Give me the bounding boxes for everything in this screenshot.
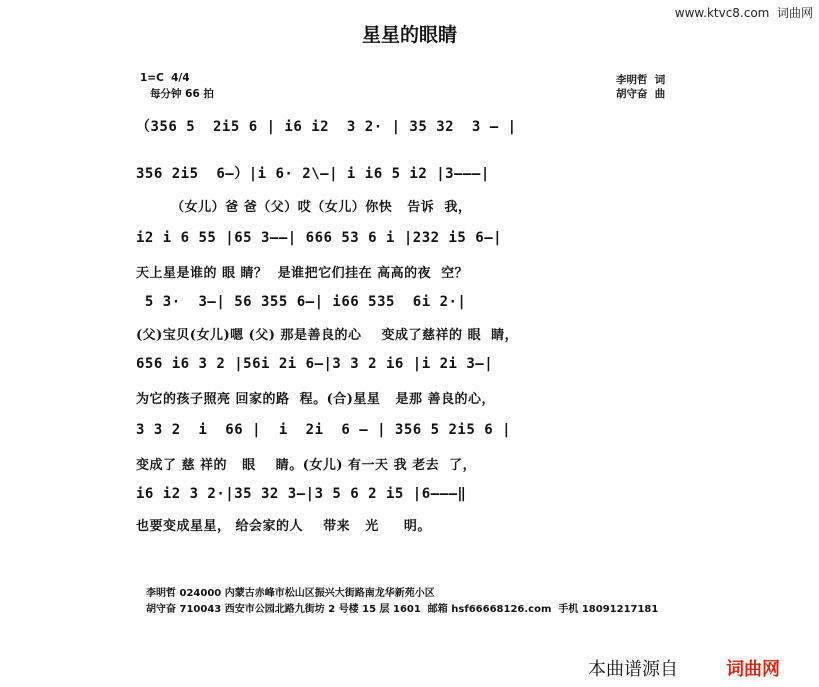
notation-row-3: i2 i 6 55 |65 3——| 666 53 6 i |232 i5 6—| xyxy=(136,230,503,246)
notation-row-1: （356 5 2i5 6 | i6 i2 3 2· | 35 32 3 — | xyxy=(136,119,517,135)
brand-logo-text: 词曲网 xyxy=(726,659,780,680)
notation-row-2: 356 2i5 6—）|i 6· 2\—| i i6 5 i2 |3———| xyxy=(136,166,490,182)
composer: 胡守奋 曲 xyxy=(616,88,666,100)
lyric-row-7: 也要变成星星， 给会家的人 带来 光 明。 xyxy=(136,519,431,534)
notation-row-5: 656 i6 3 2 |56i 2i 6—|3 3 2 i6 |i 2i 3—| xyxy=(136,356,494,372)
page-title: 星星的眼睛 xyxy=(361,24,457,46)
key-signature: 1=C 4/4 xyxy=(140,72,190,84)
tempo: 每分钟 66 拍 xyxy=(150,88,214,100)
source-caption: 本曲谱源自 xyxy=(588,659,678,680)
notation-row-6: 3 3 2 i 66 | i 2i 6 — | 356 5 2i5 6 | xyxy=(136,422,512,438)
lyricist: 李明哲 词 xyxy=(616,74,666,86)
lyric-row-6: 变成了 慈 祥的 眼 睛。(女儿) 有一天 我 老去 了， xyxy=(136,458,477,473)
lyric-row-2: （女儿）爸 爸（父）哎（女儿）你快 告诉 我， xyxy=(136,200,472,215)
notation-row-4: 5 3· 3—| 56 355 6—| i66 535 6i 2·| xyxy=(136,294,467,310)
notation-row-7: i6 i2 3 2·|35 32 3—|3 5 6 2 i5 |6———‖ xyxy=(136,486,467,502)
footer-composer-address: 胡守奋 710043 西安市公园北路九街坊 2 号楼 15 层 1601 邮箱 hsf66668126.com 手机 18091217181 xyxy=(146,604,659,615)
lyric-row-5: 为它的孩子照亮 回家的路 程。(合)星星 是那 善良的心， xyxy=(136,392,495,407)
lyric-row-3: 天上星是谁的 眼 睛？ 是谁把它们挂在 高高的夜 空？ xyxy=(136,266,469,281)
lyric-row-4: (父)宝贝(女儿)嗯 (父) 那是善良的心 变成了慈祥的 眼 睛， xyxy=(136,328,519,343)
footer-lyricist-address: 李明哲 024000 内蒙古赤峰市松山区振兴大街路南龙华新苑小区 xyxy=(146,588,435,599)
watermark: www.ktvc8.com 词曲网 xyxy=(674,6,813,20)
